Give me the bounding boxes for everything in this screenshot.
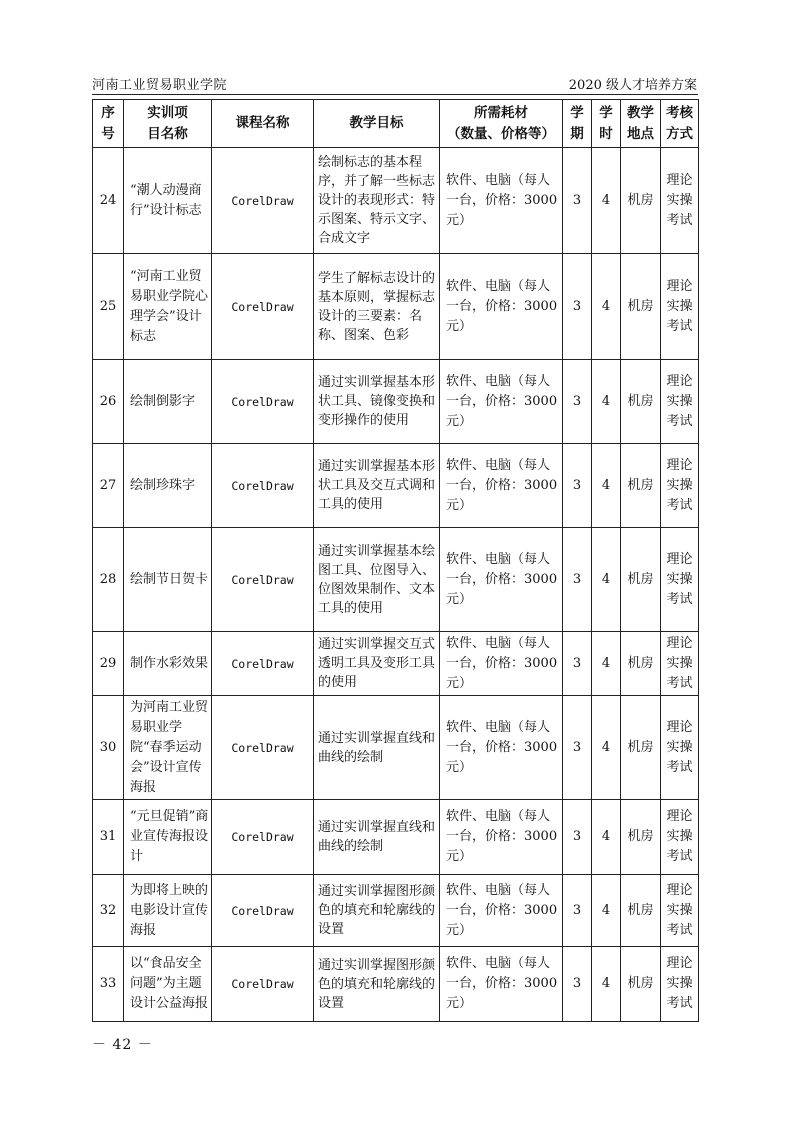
col-header-place: [621, 100, 661, 148]
cell-place: 机房: [621, 696, 661, 800]
col-header-course: [212, 100, 314, 148]
cell-hours: 4: [592, 444, 621, 528]
cell-no: 28: [93, 528, 124, 632]
cell-course: CorelDraw: [212, 254, 314, 360]
cell-term: 3: [563, 696, 592, 800]
cell-name: 制作水彩效果: [124, 632, 212, 696]
table-row: [93, 254, 699, 360]
col-header-name: [124, 100, 212, 148]
table-header-row: [93, 100, 699, 148]
cell-no: 31: [93, 800, 124, 875]
cell-hours: 4: [592, 875, 621, 947]
cell-place: 机房: [621, 360, 661, 444]
cell-target: 通过实训掌握图形颜色的填充和轮廓线的设置: [314, 947, 440, 1022]
cell-material: 软件、电脑（每人一台，价格：3000 元）: [440, 696, 563, 800]
cell-course: CorelDraw: [212, 875, 314, 947]
cell-target: 通过实训掌握交互式透明工具及变形工具的使用: [314, 632, 440, 696]
col-no-label: 序 号: [101, 104, 115, 142]
cell-name: 绘制节日贺卡: [124, 528, 212, 632]
cell-exam: 理论实操考试: [661, 444, 699, 528]
cell-target: 通过实训掌握直线和曲线的绘制: [314, 800, 440, 875]
cell-no: 27: [93, 444, 124, 528]
col-header-target: [314, 100, 440, 148]
table-row: [93, 444, 699, 528]
cell-exam: 理论实操考试: [661, 947, 699, 1022]
cell-term: 3: [563, 528, 592, 632]
cell-material: 软件、电脑（每人一台，价格：3000 元）: [440, 444, 563, 528]
table-row: [93, 360, 699, 444]
cell-place: 机房: [621, 148, 661, 254]
header-plan-title: 2020 级人才培养方案: [568, 78, 697, 93]
cell-no: 29: [93, 632, 124, 696]
cell-no: 24: [93, 148, 124, 254]
cell-material: 软件、电脑（每人一台，价格：3000 元）: [440, 254, 563, 360]
cell-target: 通过实训掌握图形颜色的填充和轮廓线的设置: [314, 875, 440, 947]
cell-name: 绘制倒影字: [124, 360, 212, 444]
cell-name: “潮人动漫商行”设计标志: [124, 148, 212, 254]
col-header-exam: [661, 100, 699, 148]
col-name-label: 实训项 目名称: [147, 104, 188, 142]
col-hours-label: 学 时: [599, 104, 613, 142]
cell-name: “河南工业贸易职业学院心理学会”设计标志: [124, 254, 212, 360]
cell-target: 通过实训掌握基本形状工具、镜像变换和变形操作的使用: [314, 360, 440, 444]
cell-exam: 理论实操考试: [661, 696, 699, 800]
cell-course: CorelDraw: [212, 696, 314, 800]
cell-target: 绘制标志的基本程序，并了解一些标志设计的表现形式：特示图案、特示文字、合成文字: [314, 148, 440, 254]
col-header-hours: [592, 100, 621, 148]
cell-place: 机房: [621, 528, 661, 632]
cell-exam: 理论实操考试: [661, 360, 699, 444]
cell-place: 机房: [621, 947, 661, 1022]
cell-place: 机房: [621, 632, 661, 696]
cell-no: 26: [93, 360, 124, 444]
cell-course: CorelDraw: [212, 528, 314, 632]
cell-name: “元旦促销”商业宣传海报设计: [124, 800, 212, 875]
cell-material: 软件、电脑（每人一台，价格：3000 元）: [440, 800, 563, 875]
cell-hours: 4: [592, 800, 621, 875]
col-header-no: [93, 100, 124, 148]
cell-material: 软件、电脑（每人一台，价格：3000 元）: [440, 528, 563, 632]
header-school-name: 河南工业贸易职业学院: [92, 78, 228, 93]
cell-hours: 4: [592, 632, 621, 696]
training-projects-table: [92, 99, 699, 1022]
table-body: [93, 148, 699, 1022]
cell-place: 机房: [621, 254, 661, 360]
cell-no: 25: [93, 254, 124, 360]
cell-no: 33: [93, 947, 124, 1022]
cell-term: 3: [563, 360, 592, 444]
col-term-label: 学 期: [570, 104, 584, 142]
cell-material: 软件、电脑（每人一台，价格：3000 元）: [440, 360, 563, 444]
cell-course: CorelDraw: [212, 148, 314, 254]
cell-term: 3: [563, 444, 592, 528]
cell-exam: 理论实操考试: [661, 528, 699, 632]
cell-hours: 4: [592, 254, 621, 360]
cell-name: 以“食品安全问题”为主题设计公益海报: [124, 947, 212, 1022]
cell-name: 绘制珍珠字: [124, 444, 212, 528]
cell-hours: 4: [592, 947, 621, 1022]
col-exam-label: 考核 方式: [666, 104, 693, 142]
cell-exam: 理论实操考试: [661, 875, 699, 947]
cell-term: 3: [563, 148, 592, 254]
table-row: [93, 800, 699, 875]
table-row: [93, 947, 699, 1022]
cell-target: 通过实训掌握直线和曲线的绘制: [314, 696, 440, 800]
cell-exam: 理论实操考试: [661, 254, 699, 360]
cell-term: 3: [563, 254, 592, 360]
cell-course: CorelDraw: [212, 947, 314, 1022]
cell-place: 机房: [621, 444, 661, 528]
cell-target: 通过实训掌握基本绘图工具、位图导入、位图效果制作、文本工具的使用: [314, 528, 440, 632]
col-header-material: [440, 100, 563, 148]
cell-exam: 理论实操考试: [661, 148, 699, 254]
cell-term: 3: [563, 947, 592, 1022]
cell-no: 32: [93, 875, 124, 947]
cell-place: 机房: [621, 875, 661, 947]
page-number: － 42 －: [92, 1037, 153, 1053]
col-course-label: 课程名称: [235, 115, 290, 131]
cell-no: 30: [93, 696, 124, 800]
cell-hours: 4: [592, 528, 621, 632]
col-header-term: [563, 100, 592, 148]
cell-material: 软件、电脑（每人一台，价格：3000 元）: [440, 632, 563, 696]
col-place-label: 教学 地点: [627, 104, 654, 142]
cell-material: 软件、电脑（每人一台，价格：3000 元）: [440, 875, 563, 947]
cell-exam: 理论实操考试: [661, 632, 699, 696]
table-row: [93, 148, 699, 254]
cell-course: CorelDraw: [212, 800, 314, 875]
cell-name: 为即将上映的电影设计宣传海报: [124, 875, 212, 947]
cell-hours: 4: [592, 148, 621, 254]
cell-exam: 理论实操考试: [661, 800, 699, 875]
cell-material: 软件、电脑（每人一台，价格：3000 元）: [440, 148, 563, 254]
cell-name: 为河南工业贸易职业学院“春季运动会”设计宣传海报: [124, 696, 212, 800]
cell-hours: 4: [592, 696, 621, 800]
cell-hours: 4: [592, 360, 621, 444]
cell-term: 3: [563, 875, 592, 947]
table-row: [93, 696, 699, 800]
header-divider: [92, 94, 698, 95]
cell-term: 3: [563, 632, 592, 696]
col-target-label: 教学目标: [349, 115, 404, 131]
cell-material: 软件、电脑（每人一台，价格：3000 元）: [440, 947, 563, 1022]
cell-place: 机房: [621, 800, 661, 875]
table-row: [93, 528, 699, 632]
cell-course: CorelDraw: [212, 632, 314, 696]
cell-target: 通过实训掌握基本形状工具及交互式调和工具的使用: [314, 444, 440, 528]
col-material-label: 所需耗材 （数量、价格等）: [447, 104, 555, 142]
cell-course: CorelDraw: [212, 444, 314, 528]
table-row: [93, 632, 699, 696]
cell-course: CorelDraw: [212, 360, 314, 444]
cell-target: 学生了解标志设计的基本原则，掌握标志设计的三要素：名称、图案、色彩: [314, 254, 440, 360]
cell-term: 3: [563, 800, 592, 875]
table-row: [93, 875, 699, 947]
